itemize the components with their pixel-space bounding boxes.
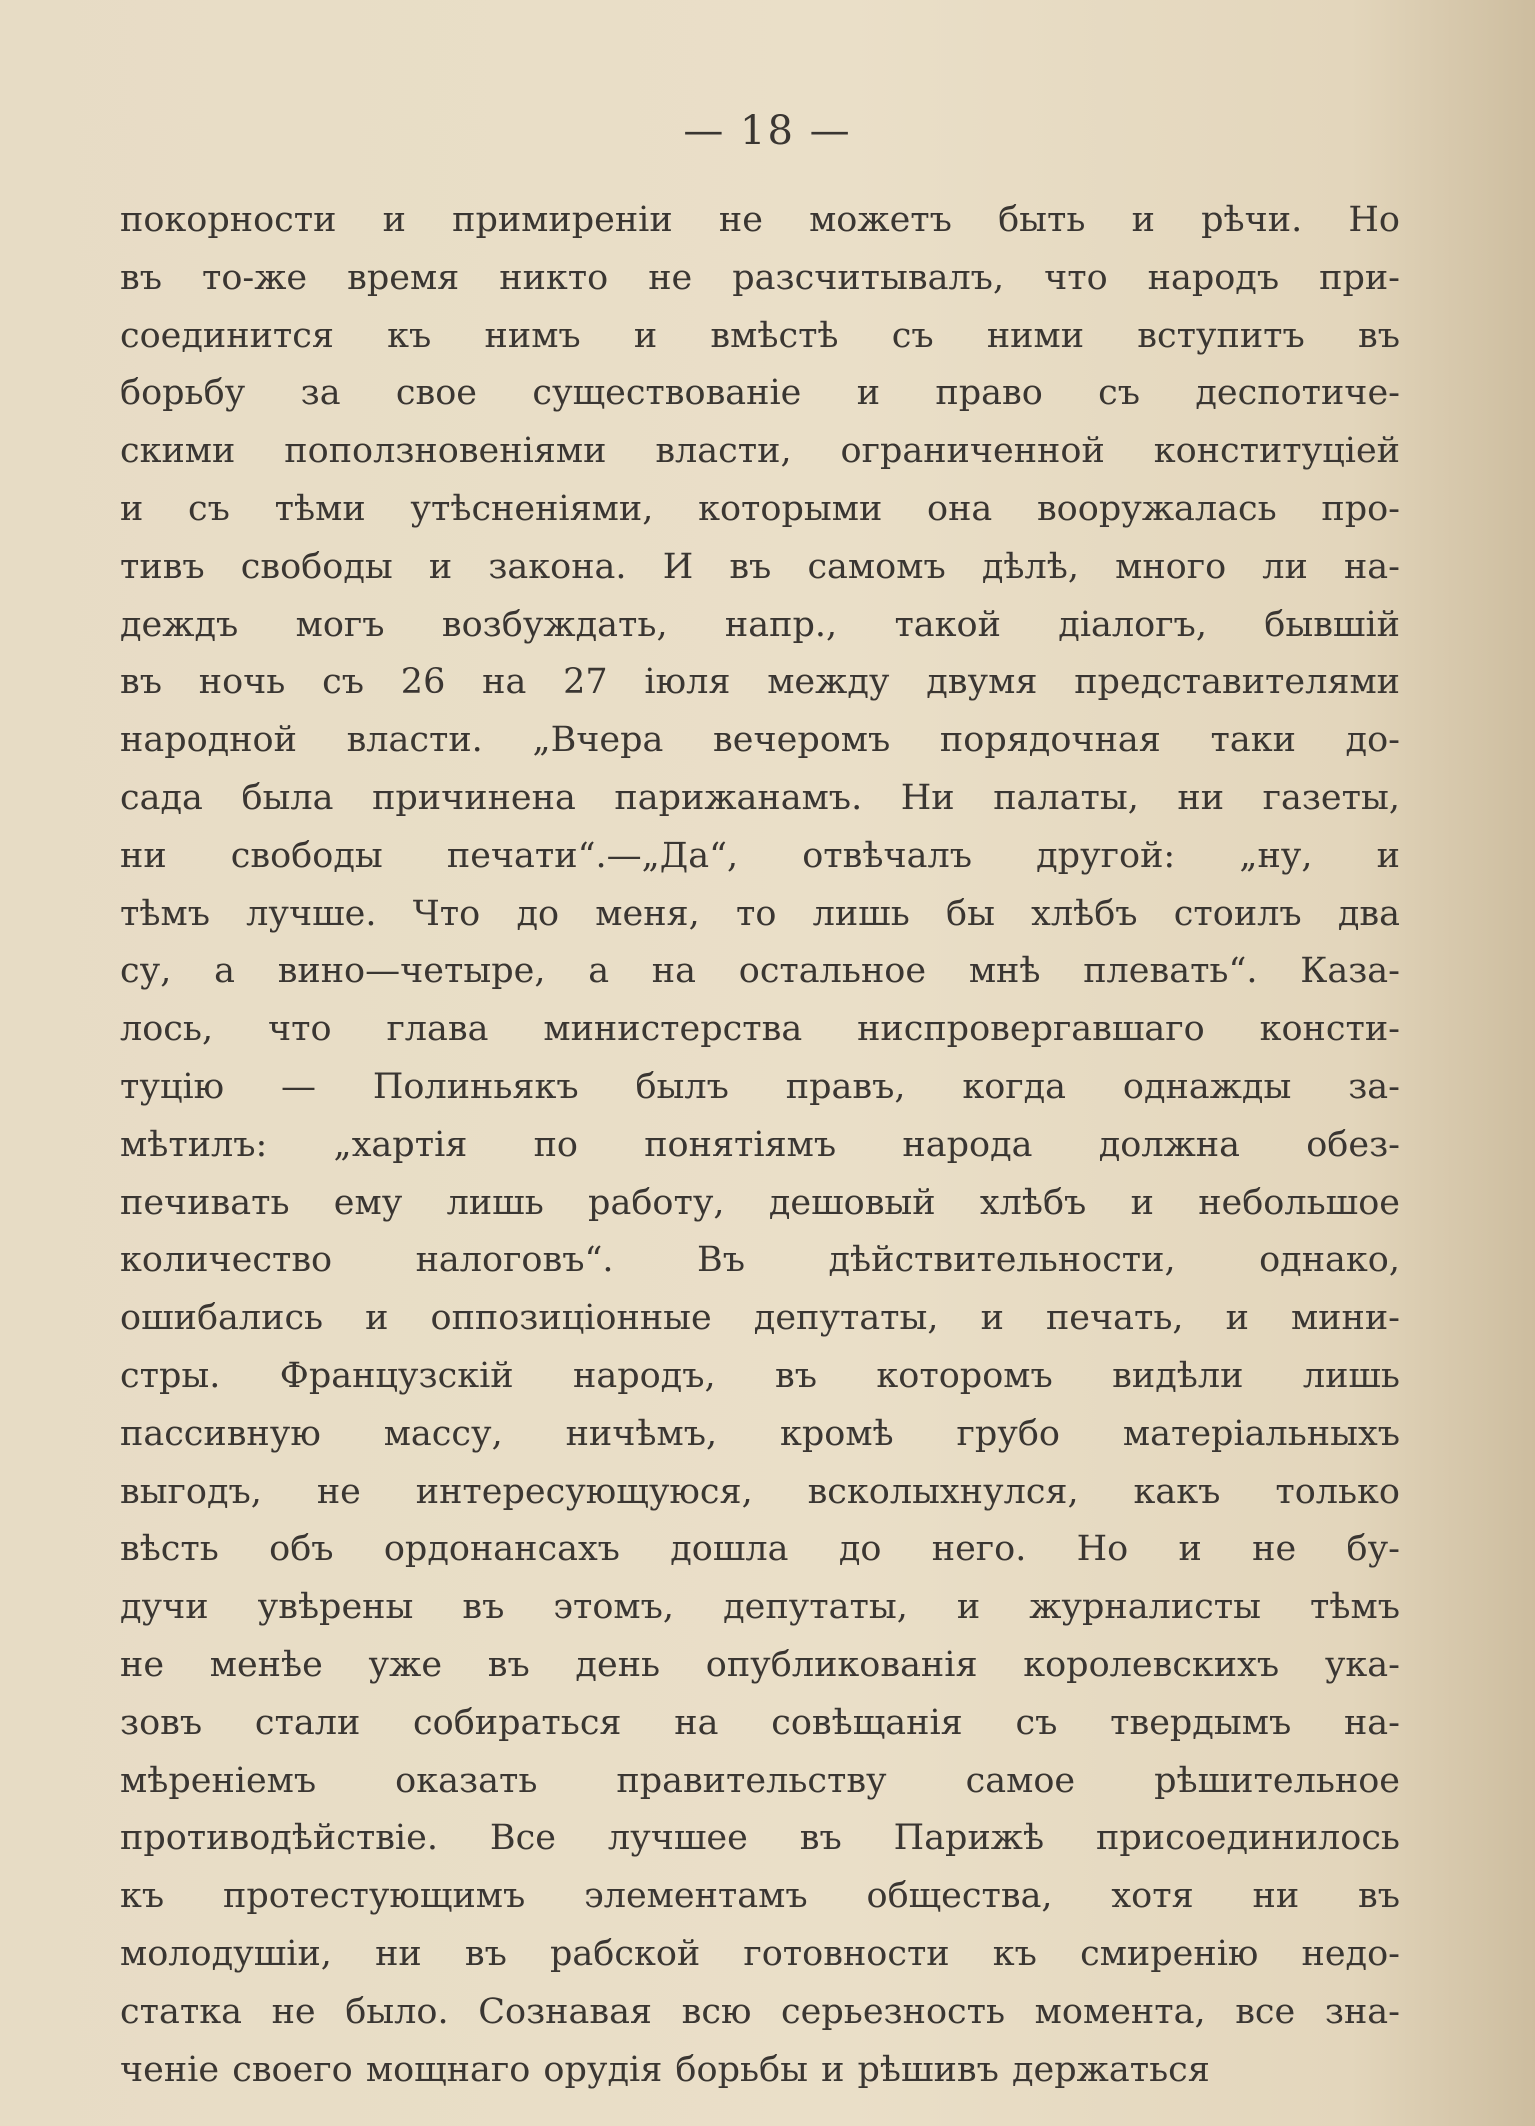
text-line: туцію — Полиньякъ былъ правъ, когда однажды за-: [120, 1066, 1400, 1107]
text-line: выгодъ, не интересующуюся, всколыхнулся, какъ только: [120, 1471, 1400, 1512]
text-line: тивъ свободы и закона. И въ самомъ дѣлѣ, много ли на-: [120, 546, 1400, 587]
text-line: въ ночь съ 26 на 27 іюля между двумя представителями: [120, 662, 1400, 703]
text-line: и съ тѣми утѣсненіями, которыми она вооружалась про-: [120, 488, 1400, 529]
text-line: зовъ стали собираться на совѣщанія съ твердымъ на-: [120, 1702, 1400, 1743]
text-line: тѣмъ лучше. Что до меня, то лишь бы хлѣбъ стоилъ два: [120, 893, 1400, 934]
text-line: борьбу за свое существованіе и право съ деспотиче-: [120, 373, 1400, 414]
body-text: [120, 192, 1400, 2099]
text-line: соединится къ нимъ и вмѣстѣ съ ними вступитъ въ: [120, 315, 1400, 356]
text-line: противодѣйствіе. Все лучшее въ Парижѣ присоединилось: [120, 1818, 1400, 1859]
text-line: не менѣе уже въ день опубликованія королевскихъ ука-: [120, 1644, 1400, 1685]
text-line: дучи увѣрены въ этомъ, депутаты, и журналисты тѣмъ: [120, 1587, 1400, 1628]
text-line: су, а вино—четыре, а на остальное мнѣ плевать“. Каза-: [120, 951, 1400, 992]
text-line: количество налоговъ“. Въ дѣйствительности, однако,: [120, 1240, 1400, 1281]
text-line: покорности и примиреніи не можетъ быть и рѣчи. Но: [120, 200, 1400, 240]
text-line: народной власти. „Вчера вечеромъ порядочная таки до-: [120, 720, 1400, 761]
text-line: печивать ему лишь работу, дешовый хлѣбъ и небольшое: [120, 1182, 1400, 1223]
text-line: ченіе своего мощнаго орудія борьбы и рѣшивъ держаться: [120, 2049, 1210, 2090]
text-line: въ то-же время никто не разсчитывалъ, что народъ при-: [120, 257, 1400, 298]
text-line: сада была причинена парижанамъ. Ни палаты, ни газеты,: [120, 777, 1400, 818]
text-line: мѣтилъ: „хартія по понятіямъ народа должна обез-: [120, 1124, 1400, 1165]
text-line: ошибались и оппозиціонные депутаты, и печать, и мини-: [120, 1298, 1400, 1339]
text-line: лось, что глава министерства ниспровергавшаго консти-: [120, 1009, 1400, 1050]
page-number: — 18 —: [683, 108, 852, 154]
text-line: ни свободы печати“.—„Да“, отвѣчалъ другой: „ну, и: [120, 835, 1400, 876]
text-line: скими поползновеніями власти, ограниченной конституціей: [120, 431, 1400, 472]
text-line: пассивную массу, ничѣмъ, кромѣ грубо матеріальныхъ: [120, 1413, 1400, 1454]
text-line: мѣреніемъ оказать правительству самое рѣшительное: [120, 1760, 1400, 1801]
text-line: деждъ могъ возбуждать, напр., такой діалогъ, бывшій: [120, 604, 1400, 645]
text-line: къ протестующимъ элементамъ общества, хотя ни въ: [120, 1876, 1400, 1917]
text-line: вѣсть объ ордонансахъ дошла до него. Но и не бу-: [120, 1529, 1400, 1570]
text-line: статка не было. Сознавая всю серьезность момента, все зна-: [120, 1991, 1400, 2032]
text-line: молодушіи, ни въ рабской готовности къ смиренію недо-: [120, 1933, 1400, 1974]
text-line: стры. Французскій народъ, въ которомъ видѣли лишь: [120, 1355, 1400, 1396]
